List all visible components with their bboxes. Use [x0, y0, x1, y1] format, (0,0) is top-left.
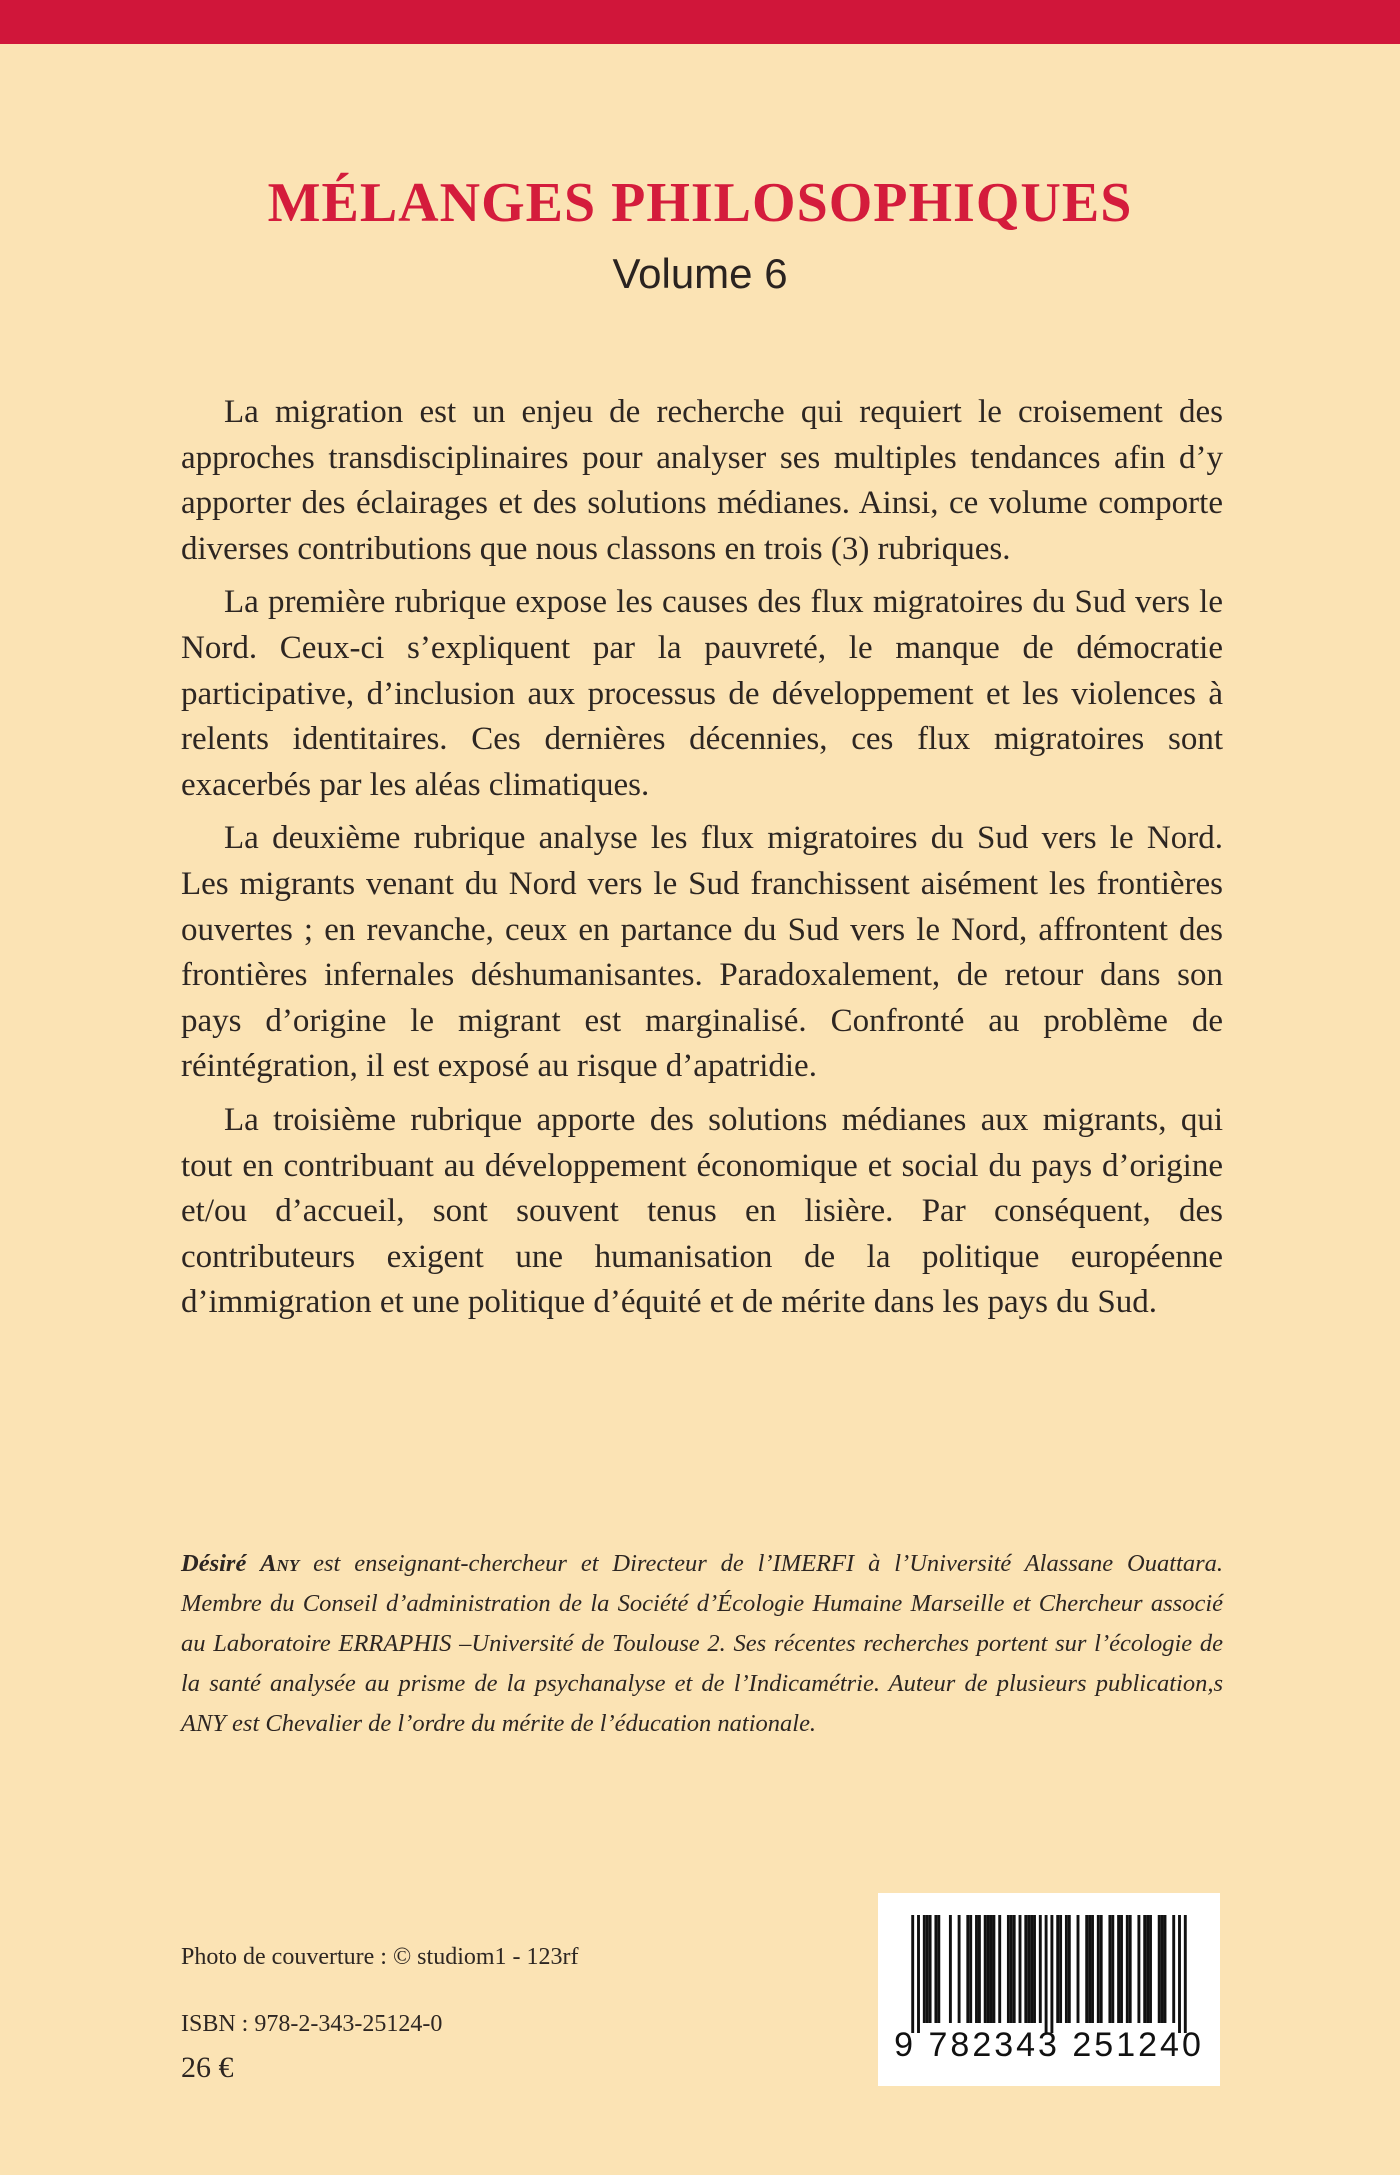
barcode-bar: [1172, 1915, 1175, 2023]
barcode-bar: [1077, 1915, 1080, 2023]
barcode-bar: [1056, 1915, 1059, 2023]
barcode-bar: [1126, 1915, 1129, 2023]
barcode-bar: [969, 1915, 972, 2023]
barcode-bar: [1111, 1915, 1114, 2023]
barcode-bar: [1010, 1915, 1013, 2023]
back-cover-summary: [181, 390, 1223, 1334]
barcode-bar: [998, 1915, 1001, 2023]
summary-paragraph-1: La migration est un enjeu de recherche qui requiert le croisement des approches transdisciplinaires pour analyser ses multiples tendances afin d’y apporter des éclairages et des solutions médianes. Ainsi, ce volume comporte diverses contributions que nous classons en trois (3) rubriques.: [181, 394, 1223, 567]
barcode-bar: [1030, 1915, 1033, 2023]
barcode-bar: [1039, 1915, 1042, 2023]
barcode-bar: [911, 1915, 914, 2033]
barcode-bar: [926, 1915, 929, 2023]
barcode-bar: [1045, 1915, 1048, 2033]
author-bio-text: est enseignant-chercheur et Directeur de l’IMERFI à l’Université Alassane Ouattara. Membre du Conseil d’administration de la Société d’Écologie Humaine Marseille et Chercheur associé au Laboratoire ERRAPHIS –Université de Toulouse 2. Ses récentes recherches portent sur l’écologie de la santé analysée au prisme de la psychanalyse et de l’Indicamétrie. Auteur de plusieurs publication,s ANY est Chevalier de l’ordre du mérite de l’éducation nationale.: [181, 1550, 1224, 1737]
price: 26 €: [181, 2051, 234, 2084]
barcode-bar: [987, 1915, 990, 2023]
barcode-bar: [978, 1915, 981, 2023]
barcode-bar: [1027, 1915, 1030, 2023]
barcode-bar: [966, 1915, 969, 2023]
author-bio: [181, 1544, 1223, 1744]
barcode-bar: [1143, 1915, 1146, 2023]
barcode-bar: [990, 1915, 993, 2023]
barcode-bar: [1085, 1915, 1088, 2023]
barcode-bar: [949, 1915, 952, 2023]
photo-credit: Photo de couverture : © studiom1 - 123rf: [181, 1944, 579, 1970]
top-color-band: [0, 0, 1400, 44]
barcode-digits: 9 782343 251240: [894, 2026, 1204, 2064]
barcode-bar: [1149, 1915, 1152, 2023]
summary-paragraph-3: La deuxième rubrique analyse les flux migratoires du Sud vers le Nord. Les migrants venant du Nord vers le Sud franchissent aisément les frontières ouvertes ; en revanche, ceux en partance du Sud vers le Nord, affrontent des frontières infernales déshumanisantes. Paradoxalement, de retour dans son pays d’origine le migrant est marginalisé. Confronté au problème de réintégration, il est exposé au risque d’apatridie.: [181, 820, 1223, 1085]
volume-subtitle: Volume 6: [612, 250, 788, 297]
barcode-bar: [1097, 1915, 1100, 2023]
barcode-bar: [1068, 1915, 1071, 2023]
barcode-bar: [1065, 1915, 1068, 2023]
barcode-bar: [1158, 1915, 1161, 2023]
summary-paragraph-4: La troisième rubrique apporte des solutions médianes aux migrants, qui tout en contribuant au développement économique et social du pays d’origine et/ou d’accueil, sont souvent tenus en lisière. Par conséquent, des contributeurs exigent une humanisation de la politique européenne d’immigration et une politique d’équité et de mérite dans les pays du Sud.: [181, 1101, 1223, 1321]
barcode-bar: [929, 1915, 932, 2023]
barcode-bar: [923, 1915, 926, 2023]
barcode-bar: [934, 1915, 937, 2023]
barcode-bar: [1146, 1915, 1149, 2023]
author-first-name: Désiré: [181, 1550, 247, 1577]
barcode-bar: [984, 1915, 987, 2023]
barcode-bar: [1024, 1915, 1027, 2023]
barcode-bar: [1019, 1915, 1022, 2023]
barcode-bar: [1120, 1915, 1123, 2023]
barcode-bar: [1184, 1915, 1187, 2033]
barcode-bar: [1108, 1915, 1111, 2023]
barcode-bar: [1137, 1915, 1140, 2023]
author-last-name: Any: [260, 1550, 300, 1577]
barcode-bar: [975, 1915, 978, 2023]
barcode-bar: [917, 1915, 920, 2033]
barcode-bar: [1178, 1915, 1181, 2033]
barcode-bar: [1059, 1915, 1062, 2023]
summary-paragraph-2: La première rubrique expose les causes des flux migratoires du Sud vers le Nord. Ceux-ci s’expliquent par la pauvreté, le manque de démocratie participative, d’inclusion aux processus de développement et les violences à relents identitaires. Ces dernières décennies, ces flux migratoires sont exacerbés par les aléas climatiques.: [181, 584, 1223, 803]
barcode-bar: [1117, 1915, 1120, 2023]
barcode-bar: [1100, 1915, 1103, 2023]
book-title: MÉLANGES PHILOSOPHIQUES: [267, 172, 1133, 234]
barcode-bar: [958, 1915, 961, 2023]
barcode-bar: [1161, 1915, 1164, 2023]
barcode-bar: [992, 1915, 995, 2023]
barcode-bar: [1050, 1915, 1053, 2033]
barcode-bar: [1091, 1915, 1094, 2023]
barcode-bar: [1129, 1915, 1132, 2023]
barcode-bar: [1013, 1915, 1016, 2023]
barcode: [878, 1893, 1220, 2086]
barcode-bar: [937, 1915, 940, 2023]
barcode-bar: [1033, 1915, 1036, 2023]
isbn: ISBN : 978-2-343-25124-0: [181, 2011, 443, 2037]
barcode-bar: [1007, 1915, 1010, 2023]
barcode-bar: [1088, 1915, 1091, 2023]
barcode-bar: [1164, 1915, 1167, 2023]
